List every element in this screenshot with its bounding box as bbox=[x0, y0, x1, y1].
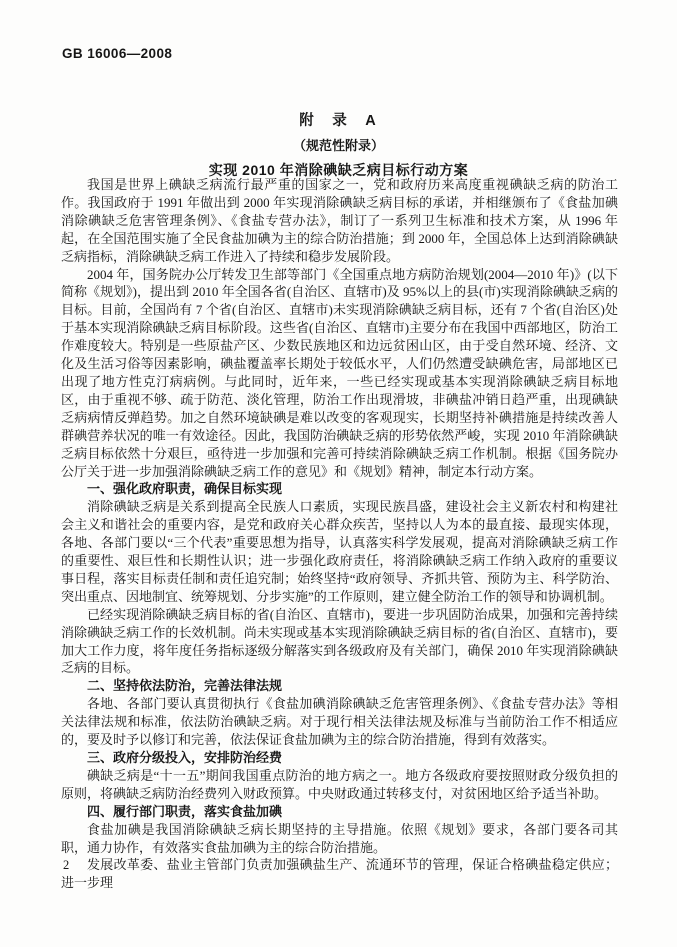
appendix-type-note: （规范性附录） bbox=[292, 138, 384, 153]
body-paragraph: 消除碘缺乏病是关系到提高全民族人口素质，实现民族昌盛，建设社会主义新农村和构建社会主义和谐社会的重要内容，是党和政府关心群众疾苦，坚持以人为本的最直接、最现实体现，各地、各部门要以“三个代表”重要思想为指导，认真落实科学发展观，提高对消除碘缺乏病工作的重要性、艰巨性和长期性认识；进一步强化政府责任，将消除碘缺乏病工作纳入政府的重要议事日程，落实目标责任制和责任追究制；始终坚持“政府领导、齐抓共管、预防为主、科学防治、突出重点、因地制宜、统筹规划、分步实施”的工作原则，建立健全防治工作的领导和协调机制。 bbox=[61, 499, 618, 604]
section-heading: 四、履行部门职责，落实食盐加碘 bbox=[87, 803, 283, 819]
section-heading: 一、强化政府职责，确保目标实现 bbox=[87, 481, 283, 497]
body-paragraph: 我国是世界上碘缺乏病流行最严重的国家之一，党和政府历来高度重视碘缺乏病的防治工作。我国政府于 1991 年做出到 2000 年实现消除碘缺乏病目标的承诺，并相继颁布了《食盐加碘消除碘缺乏危害管理条例》、《食盐专营办法》，制订了一系列卫生标准和技术方案，从 1996 年起，在全国范围实施了全民食盐加碘为主的综合防治措施；到 2000 年，全国总体上达到消除碘缺乏病指标，消除碘缺乏病工作进入了持续和稳步发展阶段。 bbox=[61, 177, 618, 264]
body-paragraph: 碘缺乏病是“十一五”期间我国重点防治的地方病之一。地方各级政府要按照财政分级负担的原则，将碘缺乏病防治经费列入财政预算。中央财政通过转移支付，对贫困地区给予适当补助。 bbox=[61, 767, 618, 801]
appendix-label: 附 录 A bbox=[299, 113, 378, 129]
page-number: 2 bbox=[63, 858, 70, 872]
body-paragraph: 已经实现消除碘缺乏病目标的省(自治区、直辖市)，要进一步巩固防治成果，加强和完善持续消除碘缺乏病工作的长效机制。尚未实现或基本实现消除碘缺乏病目标的省(自治区、直辖市)，要加大工作力度，将年度任务指标逐级分解落实到各级政府及有关部门，确保 2010 年实现消除碘缺乏病的目标。 bbox=[61, 606, 618, 676]
body-paragraph: 食盐加碘是我国消除碘缺乏病长期坚持的主导措施。依照《规划》要求，各部门要各司其职，通力协作，有效落实食盐加碘为主的综合防治措施。 bbox=[61, 821, 618, 855]
appendix-title: 实现 2010 年消除碘缺乏病目标行动方案 bbox=[208, 162, 469, 178]
section-heading: 三、政府分级投入，安排防治经费 bbox=[87, 750, 283, 765]
body-paragraph: 2004 年，国务院办公厅转发卫生部等部门《全国重点地方病防治规划(2004—2010 年)》(以下简称《规划》)，提出到 2010 年全国各省(自治区、直辖市)及 95%以上的县(市)实现消除碘缺乏病的目标。目前，全国尚有 7 个省(自治区、直辖市)未实现消除碘缺乏病目标，还有 7 个省(自治区)处于基本实现消除碘缺乏病目标阶段。这些省(自治区、直辖市)主要分布在我国中西部地区，防治工作难度较大。特别是一些原盐产区、少数民族地区和边远贫困山区，由于受自然环境、经济、文化及生活习俗等因素影响，碘盐覆盖率长期处于较低水平，人们仍然遭受缺碘危害，局部地区已出现了地方性克汀病病例。与此同时，近年来，一些已经实现或基本实现消除碘缺乏病目标地区，由于重视不够、疏于防范、淡化管理，防治工作出现滑坡，非碘盐冲销日趋严重，出现碘缺乏病病情反弹趋势。加之自然环境缺碘是难以改变的客观现实，长期坚持补碘措施是持续改善人群碘营养状况的唯一有效途径。因此，我国防治碘缺乏病的形势依然严峻，实现 2010 年消除碘缺乏病目标依然十分艰巨，亟待进一步加强和完善可持续消除碘缺乏病工作机制。根据《国务院办公厅关于进一步加强消除碘缺乏病工作的意见》和《规划》精神，制定本行动方案。 bbox=[61, 266, 618, 479]
body-paragraph: 发展改革委、盐业主管部门负责加强碘盐生产、流通环节的管理，保证合格碘盐稳定供应；进一步理 bbox=[61, 857, 618, 891]
section-heading: 二、坚持依法防治，完善法律法规 bbox=[87, 678, 283, 694]
standard-number: GB 16006—2008 bbox=[62, 46, 173, 61]
document-body bbox=[61, 176, 618, 892]
body-paragraph: 各地、各部门要认真贯彻执行《食盐加碘消除碘缺乏危害管理条例》、《食盐专营办法》等相关法律法规和标准，依法防治碘缺乏病。对于现行相关法律法规及标准与当前防治工作不相适应的，要及时予以修订和完善，依法保证食盐加碘为主的综合防治措施，得到有效落实。 bbox=[61, 696, 618, 748]
appendix-title-block bbox=[0, 109, 677, 180]
